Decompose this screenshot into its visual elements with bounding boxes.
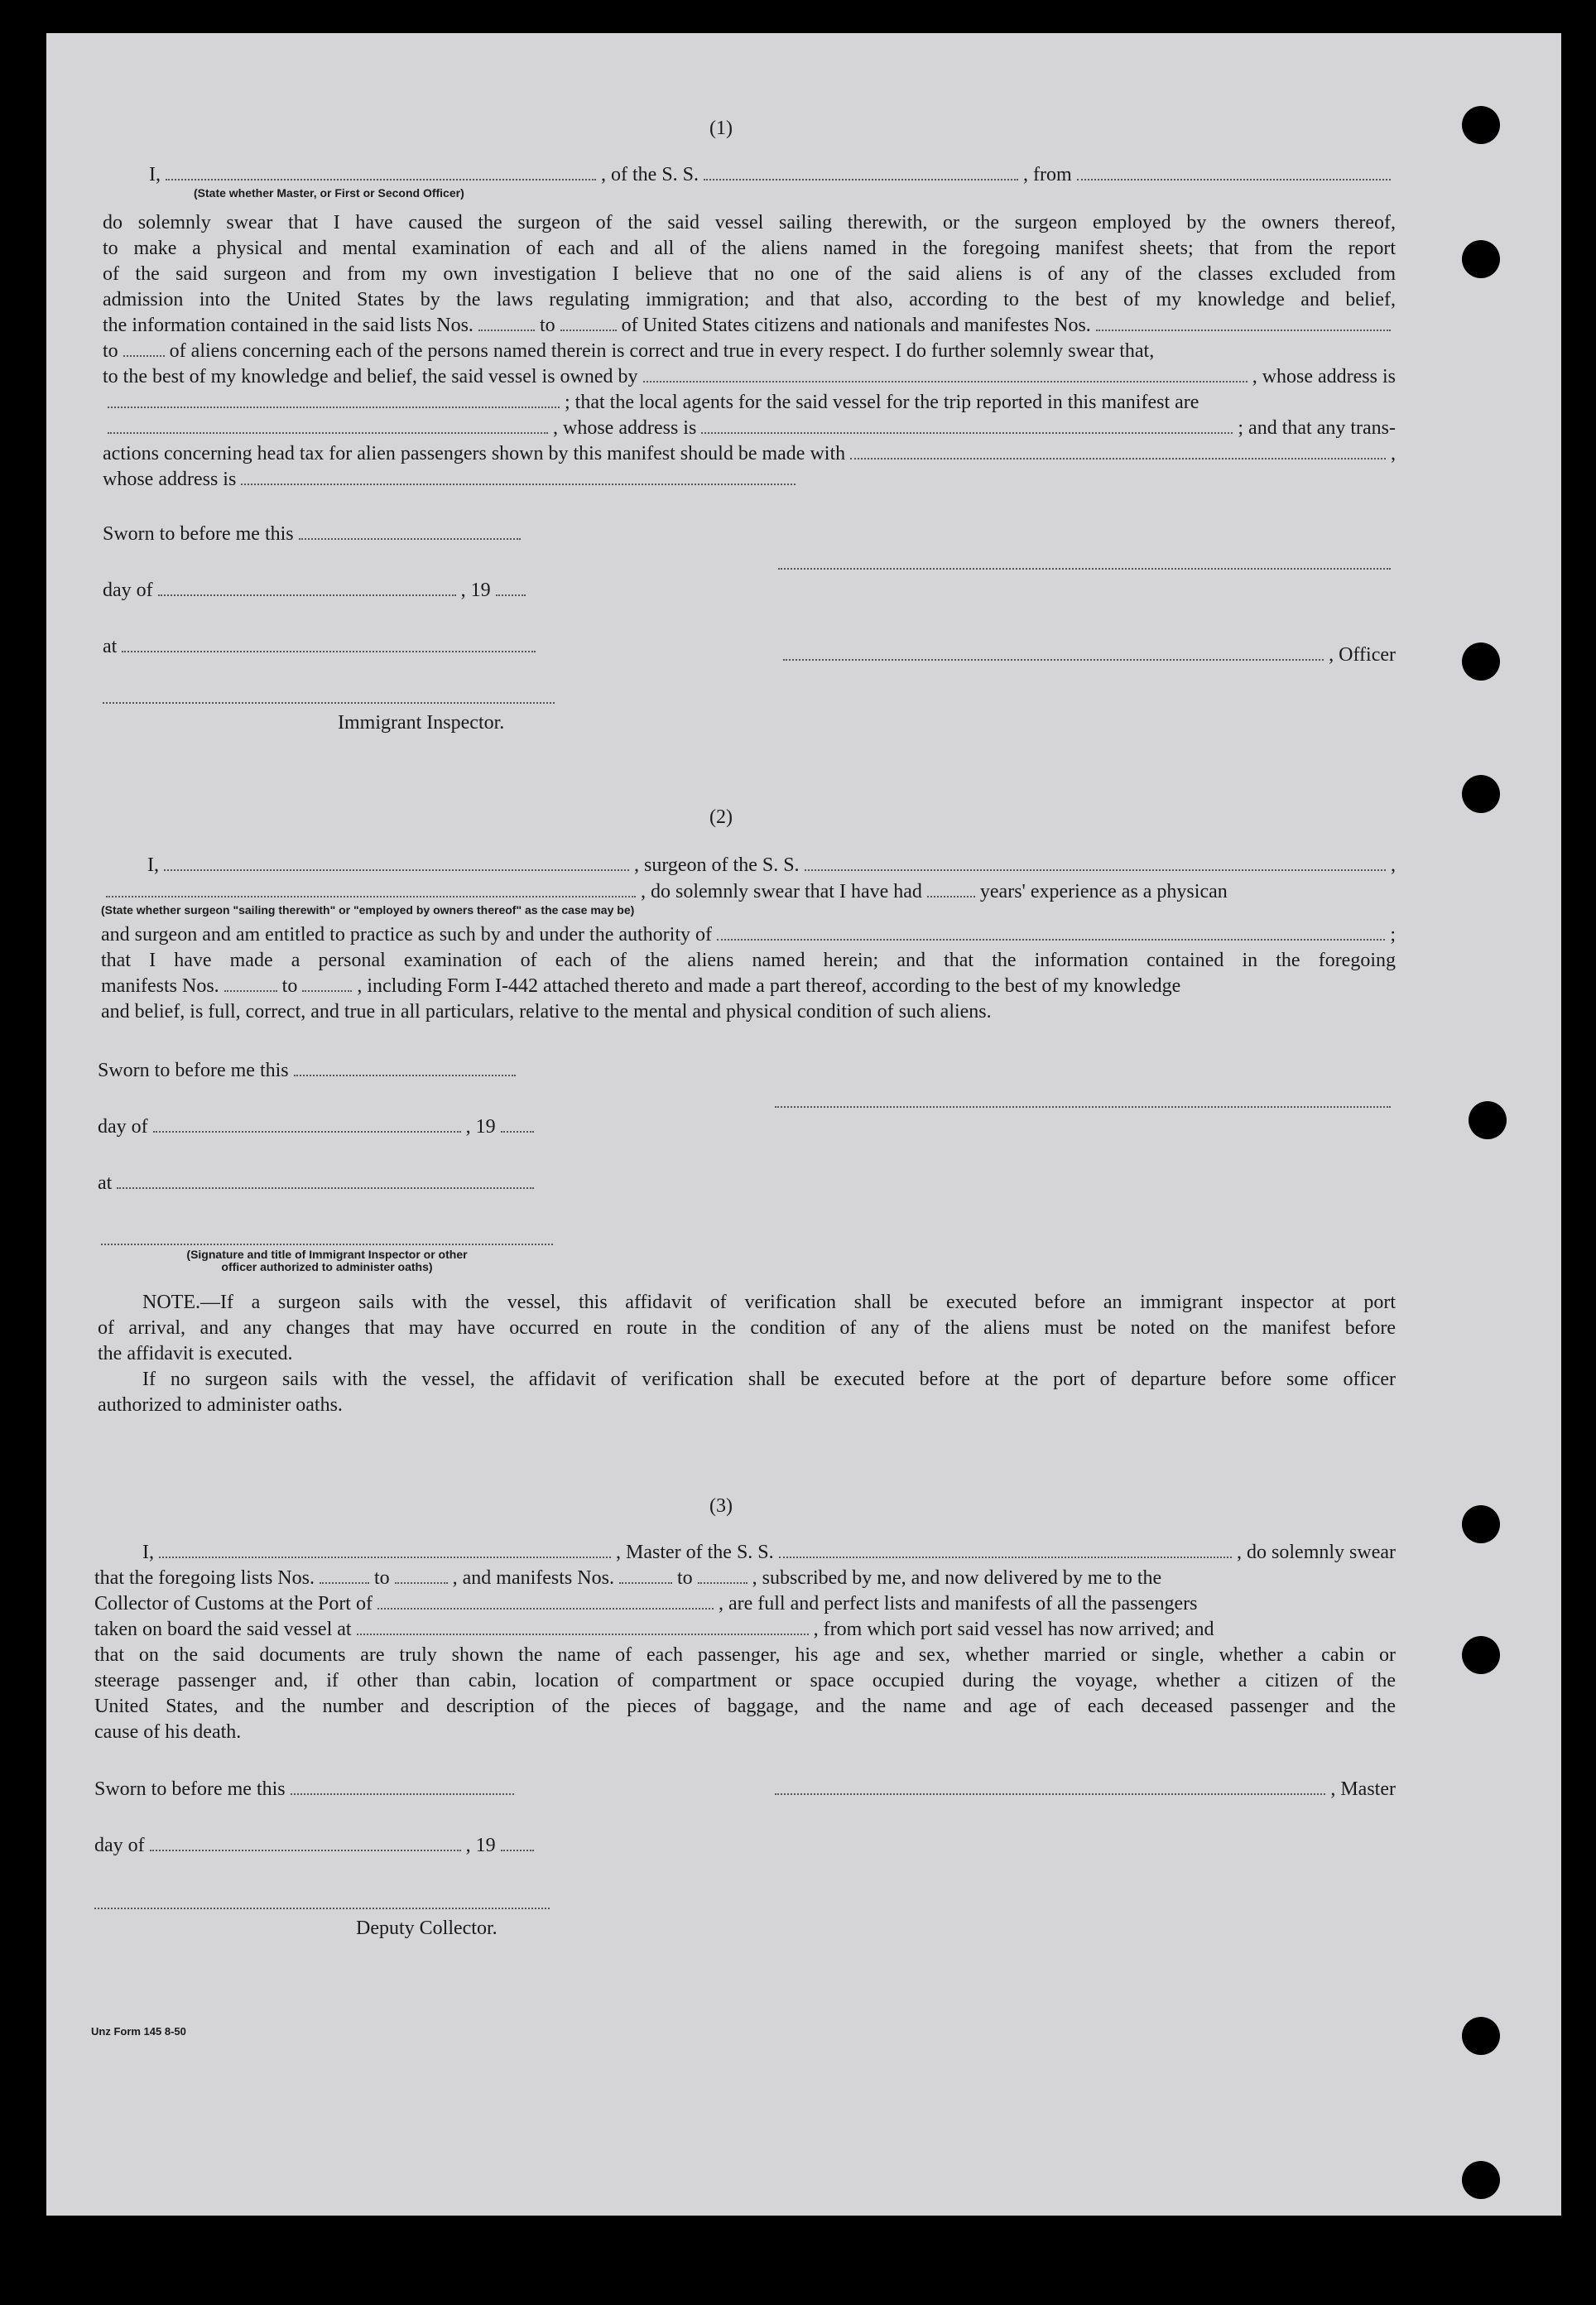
s2-surgeon-note: (State whether surgeon "sailing therewith" or "employed by owners thereof" as the case may be)	[101, 903, 635, 917]
s1-year-field[interactable]	[496, 580, 526, 596]
s3-list-from-field[interactable]	[320, 1567, 369, 1584]
s3-lists-text: , are full and perfect lists and manifests of all the passengers	[718, 1593, 1198, 1614]
s2-experience-line	[101, 879, 1396, 905]
section-2-number: (2)	[709, 806, 733, 828]
s1-day-line	[103, 578, 599, 604]
s3-day-line	[94, 1833, 599, 1859]
s2-para-line: that I have made a personal examination of each of the aliens named herein; and that the information contained in the foregoing	[101, 950, 1396, 971]
s2-day-label: day of	[98, 1116, 148, 1138]
s3-para-line: that on the said documents are truly shown the name of each passenger, his age and sex, whether married or single, whether a cabin or	[94, 1644, 1396, 1666]
s1-owner-field[interactable]	[643, 366, 1247, 383]
s3-lists-line	[94, 1566, 1396, 1591]
s3-master-signature-field[interactable]	[775, 1778, 1325, 1795]
s1-headtax-text: actions concerning head tax for alien passengers shown by this manifest should be made with	[103, 443, 846, 464]
s1-from-field[interactable]	[1077, 164, 1391, 180]
s3-arrived-text: , from which port said vessel has now arrived; and	[813, 1619, 1214, 1640]
s2-surgeon-type-field[interactable]	[106, 881, 636, 897]
s3-day-field[interactable]	[150, 1835, 461, 1851]
s1-officer-label: , Officer	[1329, 644, 1396, 666]
s3-list-to-field[interactable]	[395, 1567, 448, 1584]
s2-sworn-field[interactable]	[294, 1060, 516, 1076]
s2-manifest-to-field[interactable]	[302, 975, 352, 992]
s1-list-to-field[interactable]	[560, 315, 617, 331]
s3-para-line: cause of his death.	[94, 1721, 242, 1743]
form-page	[46, 33, 1561, 2216]
s2-swear-text: , do solemnly swear that I have had	[641, 881, 922, 902]
s1-lists-text: the information contained in the said lists Nos.	[103, 315, 474, 336]
s3-vessel-field[interactable]	[779, 1542, 1232, 1558]
s3-sworn-line	[94, 1777, 599, 1802]
s3-to-label: to	[676, 1567, 693, 1589]
s2-day-line	[98, 1114, 594, 1140]
s1-transactions-text: ; and that any trans-	[1238, 417, 1396, 439]
form-number: Unz Form 145 8-50	[91, 2025, 186, 2038]
s1-para-line: to make a physical and mental examination of each and all of the aliens named in the foregoing manifest sheets; that from the report	[103, 238, 1396, 259]
s1-signature-field[interactable]	[778, 568, 1391, 570]
s2-vessel-field[interactable]	[805, 854, 1386, 871]
punch-hole	[1462, 642, 1500, 681]
s2-name-field[interactable]	[164, 854, 629, 871]
punch-hole	[1462, 106, 1500, 144]
section-1-number: (1)	[709, 118, 733, 139]
s2-declarant-line	[147, 853, 1396, 878]
note-line: of arrival, and any changes that may have occurred en route in the condition of any of the aliens must be noted on the manifest before	[98, 1317, 1396, 1339]
s3-master-line	[770, 1777, 1396, 1802]
s2-form-text: , including Form I-442 attached thereto and made a part thereof, according to the best of my knowledge	[357, 975, 1181, 997]
s1-vessel-field[interactable]	[704, 164, 1018, 180]
s3-subscribed-text: , subscribed by me, and now delivered by me to the	[752, 1567, 1162, 1589]
s1-headtax-line	[103, 441, 1396, 467]
s1-manifest-from-field[interactable]	[1096, 315, 1391, 331]
s3-para-line: steerage passenger and, if other than cabin, location of compartment or space occupied during the voyage, whether a citizen of the	[94, 1670, 1396, 1691]
s2-sworn-label: Sworn to before me this	[98, 1060, 289, 1081]
s1-at-field[interactable]	[122, 636, 536, 652]
s3-taken-line	[94, 1617, 1396, 1643]
s2-manifests-line	[101, 974, 1396, 999]
s3-name-field[interactable]	[159, 1542, 611, 1558]
s3-declarant-line	[142, 1540, 1396, 1566]
s2-year-label: , 19	[465, 1116, 496, 1138]
s3-collector-label: Deputy Collector.	[356, 1918, 498, 1939]
s1-headtax-field[interactable]	[850, 443, 1386, 460]
s3-swear-text: , do solemnly swear	[1237, 1542, 1396, 1563]
s1-to-label: to	[539, 315, 555, 336]
s1-to-label: to	[103, 340, 118, 362]
punch-hole	[1462, 775, 1500, 813]
s1-manifests-text: of United States citizens and nationals and manifestes Nos.	[621, 315, 1091, 336]
section-3-number: (3)	[709, 1495, 733, 1517]
s1-sworn-label: Sworn to before me this	[103, 523, 294, 545]
s1-para-line: admission into the United States by the laws regulating immigration; and that also, according to the best of my knowledge and belief,	[103, 289, 1396, 310]
s1-from-label: , from	[1023, 164, 1072, 185]
s2-comma: ,	[1391, 854, 1396, 876]
s3-lists-label: that the foregoing lists Nos.	[94, 1567, 315, 1589]
s1-address-label: , whose address is	[553, 417, 697, 439]
s1-at-line	[103, 634, 599, 660]
s1-day-field[interactable]	[158, 580, 456, 596]
s1-of-ss-label: , of the S. S.	[601, 164, 699, 185]
s1-owner-address-field[interactable]	[108, 392, 560, 408]
s1-agent-address-field[interactable]	[701, 417, 1233, 434]
s1-address-label: , whose address is	[1252, 366, 1396, 387]
s1-headtax-address-field[interactable]	[241, 469, 796, 485]
s2-years-field[interactable]	[927, 881, 975, 897]
s1-aliens-text: of aliens concerning each of the persons named therein is correct and true in every respect. I do further solemnly swear that,	[169, 340, 1155, 362]
s1-owner-text: to the best of my knowledge and belief, the said vessel is owned by	[103, 366, 638, 387]
s1-agents-line	[103, 390, 1396, 416]
s3-master-sig-label: , Master	[1330, 1778, 1396, 1800]
s2-para-line: and belief, is full, correct, and true in all particulars, relative to the mental and physical condition of such aliens.	[101, 1001, 992, 1023]
s3-para-line: United States, and the number and description of the pieces of baggage, and the name and age of each deceased passenger and the	[94, 1696, 1396, 1717]
s1-declarant-line	[149, 162, 1396, 188]
s3-taken-label: taken on board the said vessel at	[94, 1619, 352, 1640]
s2-signature-field[interactable]	[775, 1106, 1391, 1108]
s3-year-field[interactable]	[501, 1835, 534, 1851]
s1-list-from-field[interactable]	[478, 315, 535, 331]
s2-inspector-signature-field[interactable]	[101, 1244, 553, 1245]
s2-authority-text: and surgeon and am entitled to practice as such by and under the authority of	[101, 924, 712, 946]
s2-to-label: to	[281, 975, 298, 997]
s1-owner-line	[103, 364, 1396, 390]
s1-sworn-field[interactable]	[299, 523, 521, 540]
s2-i-label: I,	[147, 854, 159, 876]
s3-departure-port-field[interactable]	[357, 1619, 809, 1635]
s3-day-label: day of	[94, 1835, 145, 1856]
s1-inspector-label: Immigrant Inspector.	[338, 712, 505, 734]
s1-officer-field[interactable]	[166, 164, 596, 180]
s3-year-label: , 19	[465, 1835, 496, 1856]
s2-manifests-label: manifests Nos.	[101, 975, 219, 997]
s2-authority-line	[101, 922, 1396, 948]
s3-manifest-to-field[interactable]	[698, 1567, 748, 1584]
s2-surgeon-label: , surgeon of the S. S.	[634, 854, 800, 876]
punch-hole	[1462, 1636, 1500, 1674]
s2-signature-note-line: officer authorized to administer oaths)	[221, 1260, 433, 1273]
s1-headtax-address-line	[103, 467, 1396, 493]
note-line: If no surgeon sails with the vessel, the affidavit of verification shall be executed before at the port of departure before some officer	[142, 1369, 1396, 1390]
s2-signature-note	[101, 1249, 553, 1273]
s2-authority-field[interactable]	[717, 924, 1385, 941]
s1-inspector-signature-field[interactable]	[103, 702, 555, 704]
s2-years-text: years' experience as a physican	[979, 881, 1228, 902]
s3-master-label: , Master of the S. S.	[616, 1542, 774, 1563]
s2-manifest-from-field[interactable]	[224, 975, 277, 992]
s1-para-line: of the said surgeon and from my own investigation I believe that no one of the said aliens is of any of the classes excluded from	[103, 263, 1396, 285]
punch-hole	[1462, 240, 1500, 278]
s1-agent-address-line	[103, 416, 1396, 441]
s2-signature-note-line: (Signature and title of Immigrant Inspector or other	[186, 1248, 468, 1261]
s1-agents-field[interactable]	[108, 417, 548, 434]
punch-hole	[1469, 1101, 1507, 1139]
punch-hole	[1462, 2161, 1500, 2199]
note-line: NOTE.—If a surgeon sails with the vessel, this affidavit of verification shall be executed before an immigrant inspector at port	[142, 1292, 1396, 1313]
s3-i-label: I,	[142, 1542, 154, 1563]
s1-officer-line	[778, 642, 1396, 668]
s1-comma: ,	[1391, 443, 1396, 464]
s3-sworn-field[interactable]	[291, 1778, 514, 1795]
s3-port-field[interactable]	[377, 1593, 714, 1610]
s1-agents-text: ; that the local agents for the said vessel for the trip reported in this manifest are	[565, 392, 1199, 413]
s1-sworn-line	[103, 522, 599, 547]
s1-address-label: whose address is	[103, 469, 237, 490]
s2-day-field[interactable]	[153, 1116, 461, 1133]
s2-sworn-line	[98, 1058, 594, 1084]
s1-at-label: at	[103, 636, 118, 657]
s2-at-line	[98, 1171, 594, 1196]
s1-i-label: I,	[149, 164, 161, 185]
punch-hole	[1462, 2017, 1500, 2055]
s1-officer-note: (State whether Master, or First or Second Officer)	[194, 186, 464, 200]
s1-manifest-to-field[interactable]	[123, 340, 165, 357]
s1-para-line: do solemnly swear that I have caused the surgeon of the said vessel sailing therewith, or the surgeon employed by the owners thereof,	[103, 212, 1396, 233]
s1-aliens-line	[103, 339, 1396, 364]
s2-at-field[interactable]	[117, 1172, 534, 1189]
note-line: the affidavit is executed.	[98, 1343, 293, 1364]
s1-officer-signature-field[interactable]	[783, 644, 1324, 661]
s3-port-line	[94, 1591, 1396, 1617]
s2-year-field[interactable]	[501, 1116, 534, 1133]
s1-day-label: day of	[103, 580, 153, 601]
s3-to-label: to	[373, 1567, 390, 1589]
s3-sworn-label: Sworn to before me this	[94, 1778, 286, 1800]
s3-manifests-label: , and manifests Nos.	[452, 1567, 614, 1589]
s3-collector-signature-field[interactable]	[94, 1908, 550, 1909]
s3-port-label: Collector of Customs at the Port of	[94, 1593, 373, 1614]
s3-manifest-from-field[interactable]	[619, 1567, 672, 1584]
s1-lists-line	[103, 313, 1396, 339]
s2-at-label: at	[98, 1172, 113, 1194]
punch-hole	[1462, 1505, 1500, 1543]
s2-semicolon: ;	[1390, 924, 1396, 946]
s1-year-label: , 19	[460, 580, 491, 601]
note-line: authorized to administer oaths.	[98, 1394, 343, 1416]
